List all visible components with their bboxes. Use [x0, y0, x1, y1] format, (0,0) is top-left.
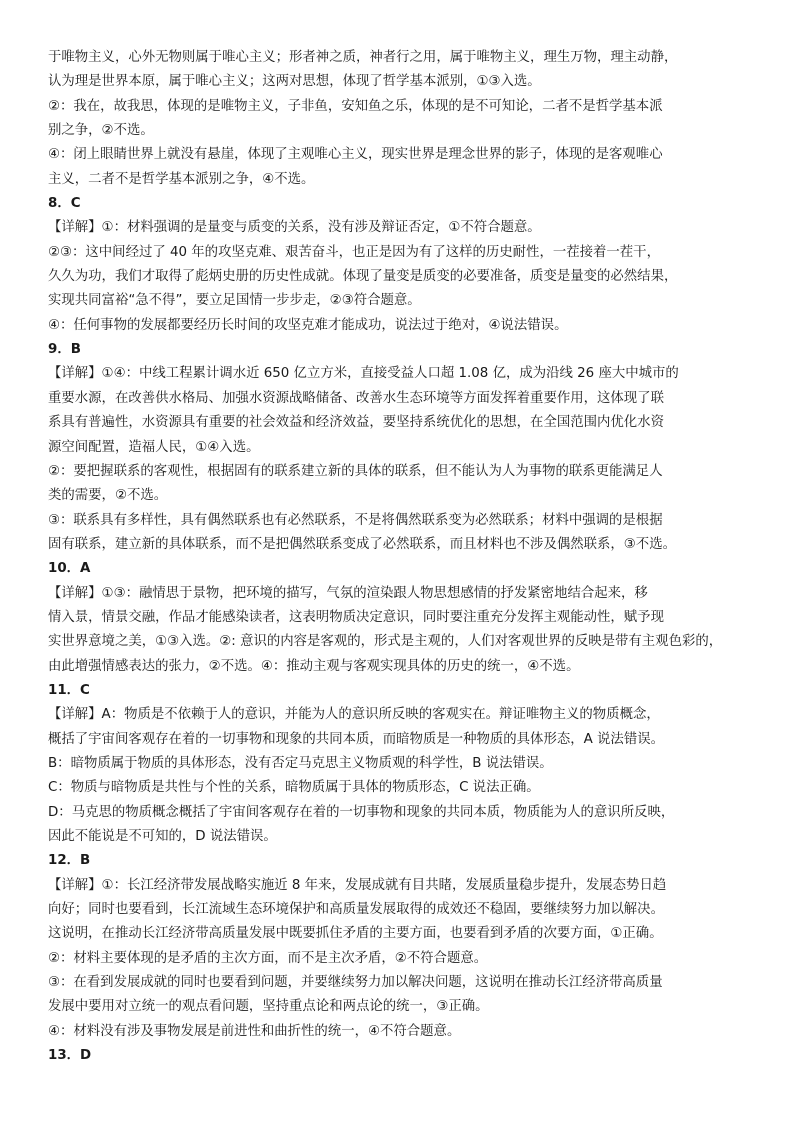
text-line: ③：在看到发展成就的同时也要看到问题，并要继续努力加以解决问题，这说明在推动长江经济带高质量	[48, 975, 663, 991]
text-line: 重要水源，在改善供水格局、加强水资源战略储备、改善水生态环境等方面发挥着重要作用，这体现了联	[48, 390, 664, 406]
answer-number: 10．A	[48, 561, 91, 577]
text-line: 发展中要用对立统一的观点看问题，坚持重点论和两点论的统一，③正确。	[48, 999, 489, 1015]
text-line: C：物质与暗物质是共性与个性的关系，暗物质属于具体的物质形态，C 说法正确。	[48, 780, 540, 796]
text-line: 实世界意境之美，①③入选。②: 意识的内容是客观的，形式是主观的，人们对客观世界的反映是带有主观色彩的，	[48, 634, 723, 650]
text-line: ②③：这中间经过了 40 年的攻坚克难、艰苦奋斗，也正是因为有了这样的历史耐性，一茬接着一茬干，	[48, 244, 660, 260]
text-line: 久久为功，我们才取得了彪炳史册的历史性成就。体现了量变是质变的必要准备，质变是量变的必然结果，	[48, 269, 678, 285]
text-line: 情入景，情景交融，作品才能感染读者，这表明物质决定意识，同时要注重充分发挥主观能动性，赋予现	[48, 609, 664, 625]
text-line: 这说明，在推动长江经济带高质量发展中既要抓住矛盾的主要方面，也要看到矛盾的次要方面，①正确。	[48, 926, 663, 942]
text-line: 系具有普遍性，水资源具有重要的社会效益和经济效益，要坚持系统优化的思想，在全国范围内优化水资	[48, 415, 664, 431]
text-line: ④：任何事物的发展都要经历长时间的攻坚克难才能成功，说法过于绝对，④说法错误。	[48, 317, 568, 333]
text-line: 别之争，②不选。	[48, 123, 154, 139]
text-line: 由此增强情感表达的张力，②不选。④：推动主观与客观实现具体的历史的统一，④不选。	[48, 658, 580, 674]
text-line: 概括了宇宙间客观存在着的一切事物和现象的共同本质，而暗物质是一种物质的具体形态，A 说法错误。	[48, 731, 664, 747]
answer-number: 11．C	[48, 682, 90, 698]
text-line: 【详解】①：材料强调的是量变与质变的关系，没有涉及辩证否定，①不符合题意。	[48, 220, 541, 236]
answer-number: 13．D	[48, 1048, 92, 1064]
text-line: ④：闭上眼睛世界上就没有悬崖，体现了主观唯心主义，现实世界是理念世界的影子，体现的是客观唯心	[48, 147, 663, 163]
text-line: 实现共同富裕“急不得”，要立足国情一步步走，②③符合题意。	[48, 293, 421, 309]
text-line: 认为理是世界本原，属于唯心主义；这两对思想，体现了哲学基本派别，①③入选。	[48, 74, 541, 90]
text-line: 向好；同时也要看到，长江流域生态环境保护和高质量发展取得的成效还不稳固，要继续努力加以解决。	[48, 902, 664, 918]
text-line: ②：材料主要体现的是矛盾的主次方面，而不是主次矛盾，②不符合题意。	[48, 950, 488, 966]
answer-number: 9．B	[48, 342, 81, 358]
text-line: 主义，二者不是哲学基本派别之争，④不选。	[48, 171, 315, 187]
text-line: 【详解】①④：中线工程累计调水近 650 亿立方米，直接受益人口超 1.08 亿，成为沿线 26 座大中城市的	[48, 366, 679, 382]
answer-number: 8．C	[48, 196, 81, 212]
document-page	[48, 46, 768, 1068]
text-line: ②：我在，故我思，体现的是唯物主义，子非鱼，安知鱼之乐，体现的是不可知论，二者不是哲学基本派	[48, 98, 663, 114]
text-line: 于唯物主义，心外无物则属于唯心主义；形者神之质，神者行之用，属于唯物主义，理生万物，理主动静，	[48, 50, 678, 65]
text-line: 固有联系，建立新的具体联系，而不是把偶然联系变成了必然联系，而且材料也不涉及偶然联系，③不选。	[48, 536, 676, 552]
answer-number: 12．B	[48, 853, 91, 869]
text-line: ④：材料没有涉及事物发展是前进性和曲折性的统一，④不符合题意。	[48, 1023, 461, 1039]
text-line: 【详解】①③：融情思于景物，把环境的描写，气氛的渲染跟人物思想感情的抒发紧密地结合起来，移	[48, 585, 648, 601]
text-line: 因此不能说是不可知的，D 说法错误。	[48, 829, 277, 844]
text-line: 【详解】A：物质是不依赖于人的意识，并能为人的意识所反映的客观实在。辩证唯物主义的物质概念，	[48, 707, 660, 723]
text-line: ②：要把握联系的客观性，根据固有的联系建立新的具体的联系，但不能认为人为事物的联系更能满足人	[48, 463, 663, 479]
text-line: 类的需要，②不选。	[48, 488, 168, 504]
text-line: D：马克思的物质概念概括了宇宙间客观存在着的一切事物和现象的共同本质，物质能为人的意识所反映，	[48, 804, 675, 820]
text-line: 【详解】①：长江经济带发展战略实施近 8 年来，发展成就有目共睹，发展质量稳步提升，发展态势日趋	[48, 877, 667, 893]
text-line: B：暗物质属于物质的具体形态，没有否定马克思主义物质观的科学性，B 说法错误。	[48, 755, 553, 771]
text-line: ③：联系具有多样性，具有偶然联系也有必然联系，不是将偶然联系变为必然联系；材料中强调的是根据	[48, 512, 663, 528]
text-line: 源空间配置，造福人民，①④入选。	[48, 439, 260, 455]
